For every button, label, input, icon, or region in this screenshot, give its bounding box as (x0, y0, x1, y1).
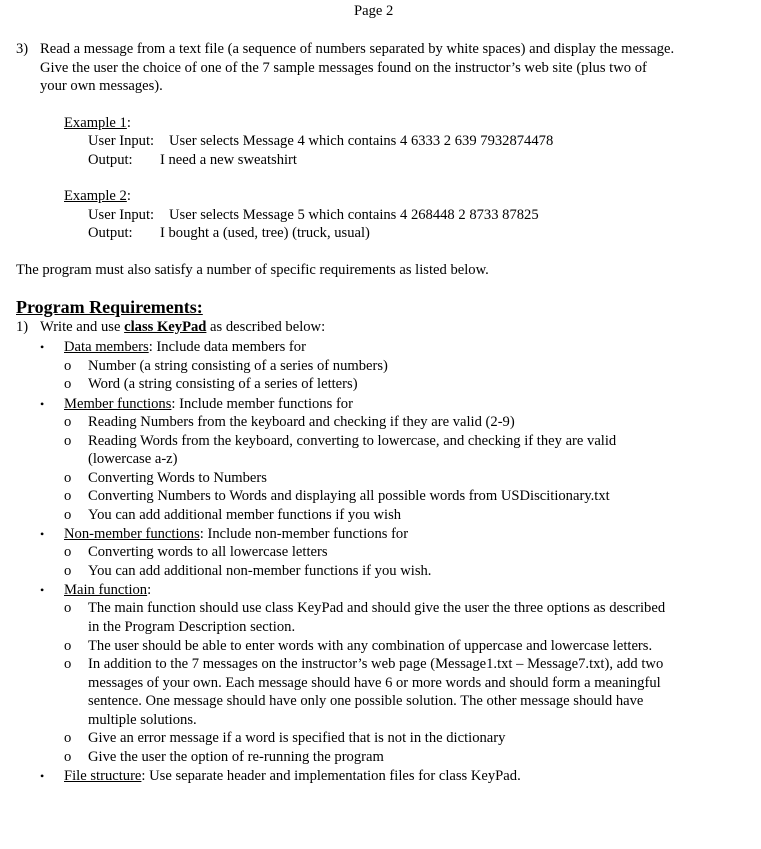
bullet-icon: • (40, 527, 45, 541)
list-item-continuation: (lowercase a-z) (88, 451, 178, 467)
example-output-label: Output: (88, 225, 133, 241)
circle-bullet-icon: o (64, 488, 72, 504)
circle-bullet-icon: o (64, 414, 72, 430)
circle-bullet-icon: o (64, 656, 72, 672)
list-item: You can add additional member functions if you wish (88, 507, 402, 523)
list-item: Word (a string consisting of a series of letters) (88, 376, 358, 392)
list-item-continuation: messages of your own. Each message should have 6 or more words and should form a meaningful (88, 675, 661, 691)
circle-bullet-icon: o (64, 600, 72, 616)
task-line: your own messages). (40, 78, 163, 94)
bullet-member-functions: Member functions: Include member functions for (64, 396, 353, 412)
example-input-label: User Input: (88, 133, 155, 149)
list-item-continuation: sentence. One message should have only one possible solution. The other message should have (88, 693, 644, 709)
circle-bullet-icon: o (64, 749, 72, 765)
example-title: Example 2: (64, 188, 131, 204)
example-input-value: User selects Message 4 which contains 4 6333 2 639 7932874478 (169, 133, 554, 149)
bullet-file-structure: File structure: Use separate header and implementation files for class KeyPad. (64, 768, 521, 784)
list-item: Number (a string consisting of a series of numbers) (88, 358, 388, 374)
circle-bullet-icon: o (64, 544, 72, 560)
bullet-main-function: Main function: (64, 582, 152, 598)
circle-bullet-icon: o (64, 730, 72, 746)
circle-bullet-icon: o (64, 638, 72, 654)
class-keypad-label: class KeyPad (124, 319, 207, 335)
example-output-value: I need a new sweatshirt (160, 152, 297, 168)
example-output-label: Output: (88, 152, 133, 168)
requirements-intro: The program must also satisfy a number of specific requirements as listed below. (16, 262, 489, 278)
list-item-continuation: in the Program Description section. (88, 619, 296, 635)
circle-bullet-icon: o (64, 433, 72, 449)
list-item: The main function should use class KeyPad and should give the user the three options as described (88, 600, 666, 616)
list-item: Give the user the option of re-running the program (88, 749, 384, 765)
bullet-icon: • (40, 397, 45, 411)
requirements-heading: Program Requirements: (16, 297, 203, 317)
task-line: Give the user the choice of one of the 7 sample messages found on the instructor’s web site (plus two of (40, 60, 647, 76)
circle-bullet-icon: o (64, 470, 72, 486)
bullet-data-members: Data members: Include data members for (64, 339, 306, 355)
list-item: Reading Words from the keyboard, converting to lowercase, and checking if they are valid (88, 433, 617, 449)
bullet-non-member-functions: Non-member functions: Include non-member functions for (64, 526, 409, 542)
example-input-label: User Input: (88, 207, 155, 223)
example-title: Example 1: (64, 115, 131, 131)
list-item: Converting Words to Numbers (88, 470, 267, 486)
circle-bullet-icon: o (64, 358, 72, 374)
list-item: In addition to the 7 messages on the instructor’s web page (Message1.txt – Message7.txt), add two (88, 656, 664, 672)
list-item: Converting Numbers to Words and displaying all possible words from USDiscitionary.txt (88, 488, 610, 504)
list-item: Converting words to all lowercase letters (88, 544, 328, 560)
list-item: Reading Numbers from the keyboard and checking if they are valid (2-9) (88, 414, 515, 430)
circle-bullet-icon: o (64, 507, 72, 523)
example-input-value: User selects Message 5 which contains 4 268448 2 8733 87825 (169, 207, 539, 223)
list-item: You can add additional non-member functions if you wish. (88, 563, 432, 579)
list-item-continuation: multiple solutions. (88, 712, 197, 728)
bullet-icon: • (40, 340, 45, 354)
task-number: 3) (16, 41, 29, 57)
page-header: Page 2 (354, 3, 394, 19)
example-output-value: I bought a (used, tree) (truck, usual) (160, 225, 370, 241)
bullet-icon: • (40, 583, 45, 597)
list-item: The user should be able to enter words with any combination of uppercase and lowercase letters. (88, 638, 653, 654)
list-item: Give an error message if a word is specified that is not in the dictionary (88, 730, 506, 746)
requirement-text: Write and use class KeyPad as described below: (40, 319, 326, 335)
requirement-number: 1) (16, 319, 29, 335)
task-line: Read a message from a text file (a sequence of numbers separated by white spaces) and display the message. (40, 41, 675, 57)
circle-bullet-icon: o (64, 563, 72, 579)
bullet-icon: • (40, 769, 45, 783)
circle-bullet-icon: o (64, 376, 72, 392)
